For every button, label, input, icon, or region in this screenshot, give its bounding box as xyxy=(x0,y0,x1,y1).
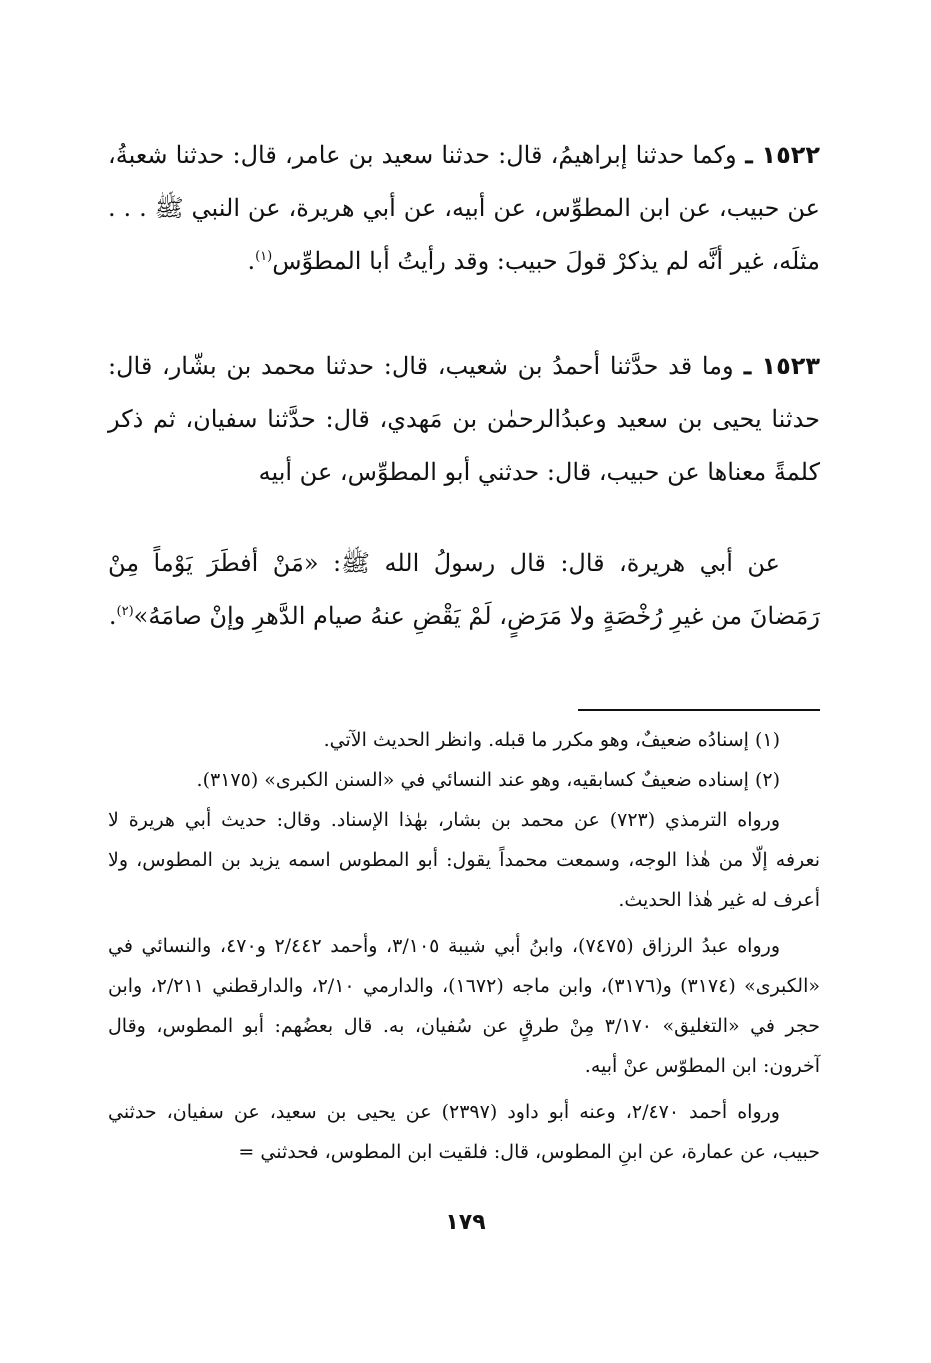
entry-end: . xyxy=(108,602,117,630)
entry-text: عن أبي هريرة، قال: قال رسولُ الله ﷺ: «مَنْ أفطَرَ يَوْماً مِنْ رَمَضانَ من غيرِ رُخْصَةٍ ولا مَرَضٍ، لَمْ يَقْضِ عنهُ صيام الدَّهرِ وإنْ صامَهُ» xyxy=(108,549,820,630)
footnote-ref: (٢) xyxy=(116,604,134,619)
hadith-entry-1523 xyxy=(108,339,820,499)
entry-number: ١٥٢٣ xyxy=(761,352,821,380)
entry-text: وما قد حدَّثنا أحمدُ بن شعيب، قال: حدثنا محمد بن بشّار، قال: حدثنا يحيى بن سعيد وعبدُالرحمٰن بن مَهدي، قال: حدَّثنا سفيان، ثم ذكر كلمةً معناها عن حبيب، قال: حدثني أبو المطوِّس، عن أبيه xyxy=(108,352,820,486)
page-number: ١٧٩ xyxy=(445,1210,486,1235)
footnote-separator xyxy=(578,709,820,711)
footnote-1: (١) إسنادُه ضعيفٌ، وهو مكرر ما قبله. وانظر الحديث الآتي. xyxy=(323,729,780,751)
entry-number: ١٥٢٢ xyxy=(761,141,821,169)
entry-dash: ـ xyxy=(733,351,762,380)
hadith-text xyxy=(108,537,820,643)
entry-end: . xyxy=(247,247,256,275)
footnote-2: (٢) إسناده ضعيفٌ كسابقيه، وهو عند النسائي في «السنن الكبرى» (٣١٧٥). xyxy=(196,769,780,791)
entry-dash: ـ xyxy=(736,140,762,169)
hadith-entry-1522 xyxy=(108,128,820,288)
footnotes xyxy=(108,720,820,1172)
footnote-paragraph: ورواه الترمذي (٧٢٣) عن محمد بن بشار، بهٰذا الإسناد. وقال: حديث أبي هريرة لا نعرفه إلّا من هٰذا الوجه، وسمعت محمداً يقول: أبو المطوس اسمه يزيد بن المطوس، ولا أعرف له غير هٰذا الحديث. xyxy=(108,809,820,911)
footnote-paragraph: ورواه أحمد ٢/٤٧٠، وعنه أبو داود (٢٣٩٧) عن يحيى بن سعيد، عن سفيان، حدثني حبيب، عن عمارة، عن ابنِ المطوس، قال: فلقيت ابن المطوس، فحدثني = xyxy=(108,1101,820,1163)
footnote-paragraph: ورواه عبدُ الرزاق (٧٤٧٥)، وابنُ أبي شيبة ٣/١٠٥، وأحمد ٢/٤٤٢ و٤٧٠، والنسائي في «الكبرى» (٣١٧٤) و(٣١٧٦)، وابن ماجه (١٦٧٢)، والدارمي ٢/١٠، والدارقطني ٢/٢١١، وابن حجر في «التغليق» ٣/١٧٠ مِنْ طرقٍ عن سُفيان، به. قال بعضُهم: أبو المطوس، وقال آخرون: ابن المطوّس عنْ أبيه. xyxy=(108,935,820,1077)
footnote-ref: (١) xyxy=(255,249,273,264)
entry-text: وكما حدثنا إبراهيمُ، قال: حدثنا سعيد بن عامر، قال: حدثنا شعبةُ، عن حبيب، عن ابن المطوِّس، عن أبيه، عن أبي هريرة، عن النبي ﷺ . . . مثلَه، غير أنَّه لم يذكرْ قولَ حبيب: وقد رأيتُ أبا المطوِّس xyxy=(108,141,820,275)
